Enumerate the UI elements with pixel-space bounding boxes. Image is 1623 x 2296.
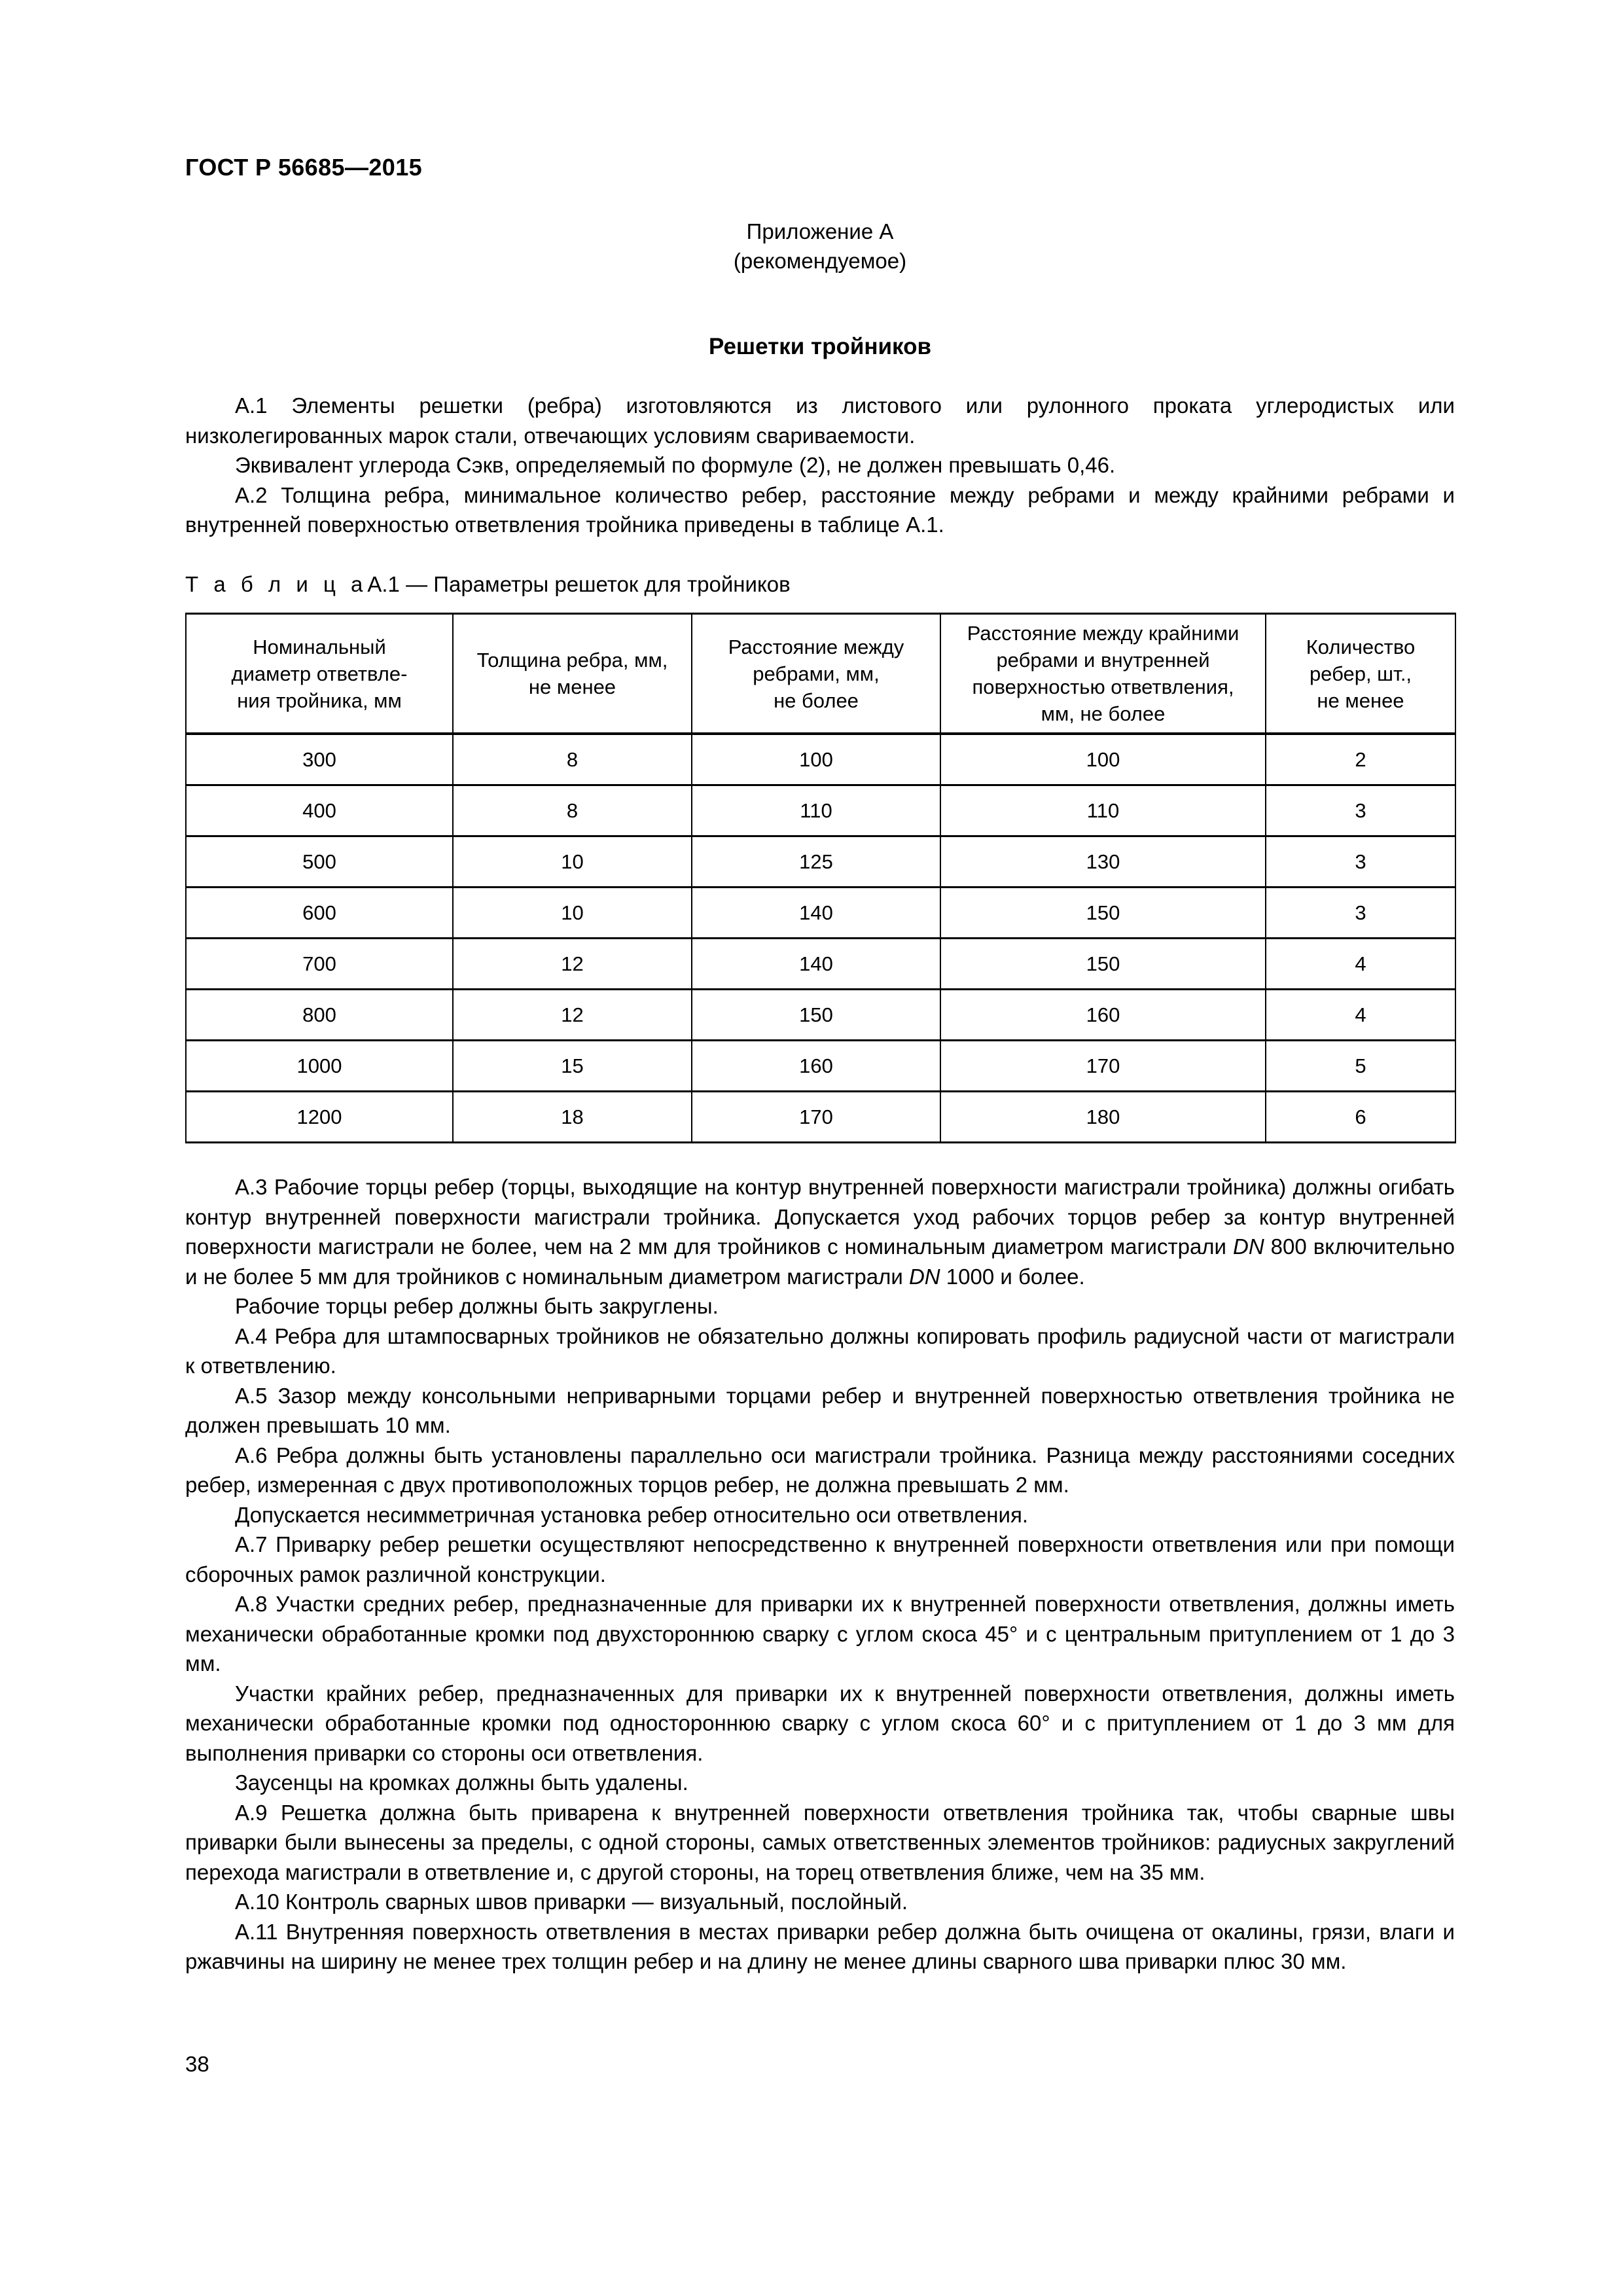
table-caption-label: Т а б л и ц а <box>185 571 368 596</box>
table-cell: 140 <box>692 888 940 939</box>
table-cell: 110 <box>692 785 940 836</box>
table-row <box>186 1041 1455 1092</box>
paragraph-a6b: Допускается несимметричная установка ребер относительно оси ответвления. <box>235 1502 1028 1527</box>
table-cell: 500 <box>186 836 453 888</box>
table-row <box>186 888 1455 939</box>
table-cell: 700 <box>186 939 453 990</box>
table-cell: 8 <box>453 734 692 785</box>
table-cell: 1200 <box>186 1092 453 1143</box>
column-header-rib-thickness <box>453 614 692 734</box>
table-cell: 3 <box>1266 785 1455 836</box>
standard-header: ГОСТ Р 56685—2015 <box>185 154 423 181</box>
intro-paragraphs <box>185 391 1455 540</box>
header-line: Количество <box>1306 635 1416 658</box>
table-cell: 100 <box>692 734 940 785</box>
paragraph-a2: А.2 Толщина ребра, минимальное количество ребер, расстояние между ребрами и между крайними ребрами и внутренней поверхностью ответвления тройника приведены в таблице А.1. <box>185 482 1455 537</box>
table-cell: 5 <box>1266 1041 1455 1092</box>
table-cell: 180 <box>940 1092 1266 1143</box>
table-cell: 800 <box>186 990 453 1041</box>
paragraph-a4: А.4 Ребра для штампосварных тройников не обязательно должны копировать профиль радиусной части от магистрали к ответвлению. <box>185 1323 1455 1378</box>
table-cell: 150 <box>940 888 1266 939</box>
parameters-table <box>185 613 1456 1143</box>
table-caption-number: А.1 <box>367 571 400 596</box>
table-cell: 12 <box>453 990 692 1041</box>
table-cell: 160 <box>692 1041 940 1092</box>
table-caption <box>185 571 1455 599</box>
table-row <box>186 836 1455 888</box>
header-line: ребрами и внутренней <box>996 649 1210 672</box>
table-cell: 110 <box>940 785 1266 836</box>
paragraph-a11: А.11 Внутренняя поверхность ответвления в местах приварки ребер должна быть очищена от окалины, грязи, влаги и ржавчины на ширину не менее трех толщин ребер и на длину не менее длины сварного шва приварки плюс 30 мм. <box>185 1919 1455 1974</box>
table-caption-text: Параметры решеток для тройников <box>433 571 791 596</box>
table-caption-dash: — <box>406 571 428 596</box>
column-header-rib-count <box>1266 614 1455 734</box>
table-cell: 300 <box>186 734 453 785</box>
table-row <box>186 1092 1455 1143</box>
table-head <box>186 614 1455 734</box>
paragraph-a5: А.5 Зазор между консольными неприварными торцами ребер и внутренней поверхностью ответвления тройника не должен превышать 10 мм. <box>185 1383 1455 1438</box>
header-line: не более <box>774 689 859 712</box>
annex-title: Приложение А <box>746 219 894 243</box>
table-cell: 10 <box>453 888 692 939</box>
table-cell: 160 <box>940 990 1266 1041</box>
header-line: не менее <box>528 675 616 699</box>
column-header-distance-between-ribs <box>692 614 940 734</box>
section-title: Решетки тройников <box>708 334 932 360</box>
requirement-paragraphs <box>185 1172 1455 1977</box>
paragraph-a1: А.1 Элементы решетки (ребра) изготовляются из листового или рулонного проката углеродистых или низколегированных марок стали, отвечающих условиям свариваемости. <box>185 393 1455 448</box>
page-number: 38 <box>185 2052 209 2076</box>
table-header-row <box>186 614 1455 734</box>
table-cell: 170 <box>940 1041 1266 1092</box>
header-line: ребрами, мм, <box>753 662 880 685</box>
table-cell: 3 <box>1266 888 1455 939</box>
table-cell: 12 <box>453 939 692 990</box>
paragraph-a8: А.8 Участки средних ребер, предназначенные для приварки их к внутренней поверхности ответвления, должны иметь механически обработанные кромки под двухстороннюю сварку с углом скоса 45° и с центральным притуплением от 1 до 3 мм. <box>185 1592 1455 1676</box>
table-cell: 150 <box>692 990 940 1041</box>
dn-abbreviation: DN <box>1232 1234 1264 1259</box>
table-cell: 10 <box>453 836 692 888</box>
table-cell: 3 <box>1266 836 1455 888</box>
table-cell: 130 <box>940 836 1266 888</box>
table-cell: 6 <box>1266 1092 1455 1143</box>
table-row <box>186 939 1455 990</box>
paragraph-a8c: Заусенцы на кромках должны быть удалены. <box>235 1770 688 1795</box>
header-line: Толщина ребра, мм, <box>476 649 668 672</box>
column-header-distance-outer-ribs-to-surface <box>940 614 1266 734</box>
header-line: не менее <box>1317 689 1404 712</box>
table-cell: 170 <box>692 1092 940 1143</box>
table-cell: 4 <box>1266 990 1455 1041</box>
table-row <box>186 785 1455 836</box>
paragraph-a6: А.6 Ребра должны быть установлены параллельно оси магистрали тройника. Разница между расстояниями соседних ребер, измеренная с двух противоположных торцов ребер, не должна превышать 2 мм. <box>185 1443 1455 1498</box>
table-cell: 8 <box>453 785 692 836</box>
table-cell: 100 <box>940 734 1266 785</box>
header-line: ребер, шт., <box>1309 662 1412 685</box>
header-line: поверхностью ответвления, <box>972 675 1234 699</box>
annex-status: (рекомендуемое) <box>733 248 907 273</box>
table-body <box>186 734 1455 1143</box>
paragraph-a9: А.9 Решетка должна быть приварена к внутренней поверхности ответвления тройника так, чтобы сварные швы приварки были вынесены за пределы, с одной стороны, самых ответственных элементов тройников: радиусных закруглений перехода магистрали в ответвление и, с другой стороны, на торец ответвления ближе, чем на 35 мм. <box>185 1800 1455 1884</box>
paragraph-a10: А.10 Контроль сварных швов приварки — визуальный, послойный. <box>235 1890 908 1914</box>
table-cell: 1000 <box>186 1041 453 1092</box>
header-line: мм, не более <box>1041 702 1166 726</box>
table-cell: 4 <box>1266 939 1455 990</box>
page-content <box>185 0 1455 1977</box>
table-cell: 150 <box>940 939 1266 990</box>
table-cell: 600 <box>186 888 453 939</box>
paragraph-a8b: Участки крайних ребер, предназначенных для приварки их к внутренней поверхности ответвления, должны иметь механически обработанные кромки под одностороннюю сварку с углом скоса 60° и с притуплением от 1 до 3 мм для выполнения приварки со стороны оси ответвления. <box>185 1681 1455 1765</box>
header-line: диаметр ответвле- <box>231 662 408 685</box>
table-cell: 15 <box>453 1041 692 1092</box>
header-line: Номинальный <box>253 635 386 658</box>
paragraph-a3b: Рабочие торцы ребер должны быть закруглены. <box>235 1294 719 1319</box>
paragraph-carbon-equivalent: Эквивалент углерода Сэкв, определяемый по формуле (2), не должен превышать 0,46. <box>235 453 1116 478</box>
dn-abbreviation: DN <box>908 1264 940 1289</box>
header-line: ния тройника, мм <box>237 689 402 712</box>
header-line: Расстояние между <box>728 635 904 658</box>
paragraph-a3: А.3 Рабочие торцы ребер (торцы, выходящие на контур внутренней поверхности магистрали тройника) должны огибать контур внутренней поверхности магистрали тройника. Допускается уход рабочих торцов ребер за контур внутренней поверхности магистрали не более, чем на 2 мм для тройников с номинальным диаметром магистрали DN 800 включительно и не более 5 мм для тройников с номинальным диаметром магистрали DN 1000 и более. <box>185 1175 1455 1289</box>
table-row <box>186 734 1455 785</box>
table-cell: 125 <box>692 836 940 888</box>
table-cell: 140 <box>692 939 940 990</box>
table-cell: 18 <box>453 1092 692 1143</box>
table-row <box>186 990 1455 1041</box>
annex-heading-block <box>185 217 1455 276</box>
table-cell: 400 <box>186 785 453 836</box>
column-header-nominal-diameter <box>186 614 453 734</box>
table-cell: 2 <box>1266 734 1455 785</box>
header-line: Расстояние между крайними <box>967 622 1240 645</box>
paragraph-a7: А.7 Приварку ребер решетки осуществляют непосредственно к внутренней поверхности ответвления или при помощи сборочных рамок различной конструкции. <box>185 1532 1455 1587</box>
